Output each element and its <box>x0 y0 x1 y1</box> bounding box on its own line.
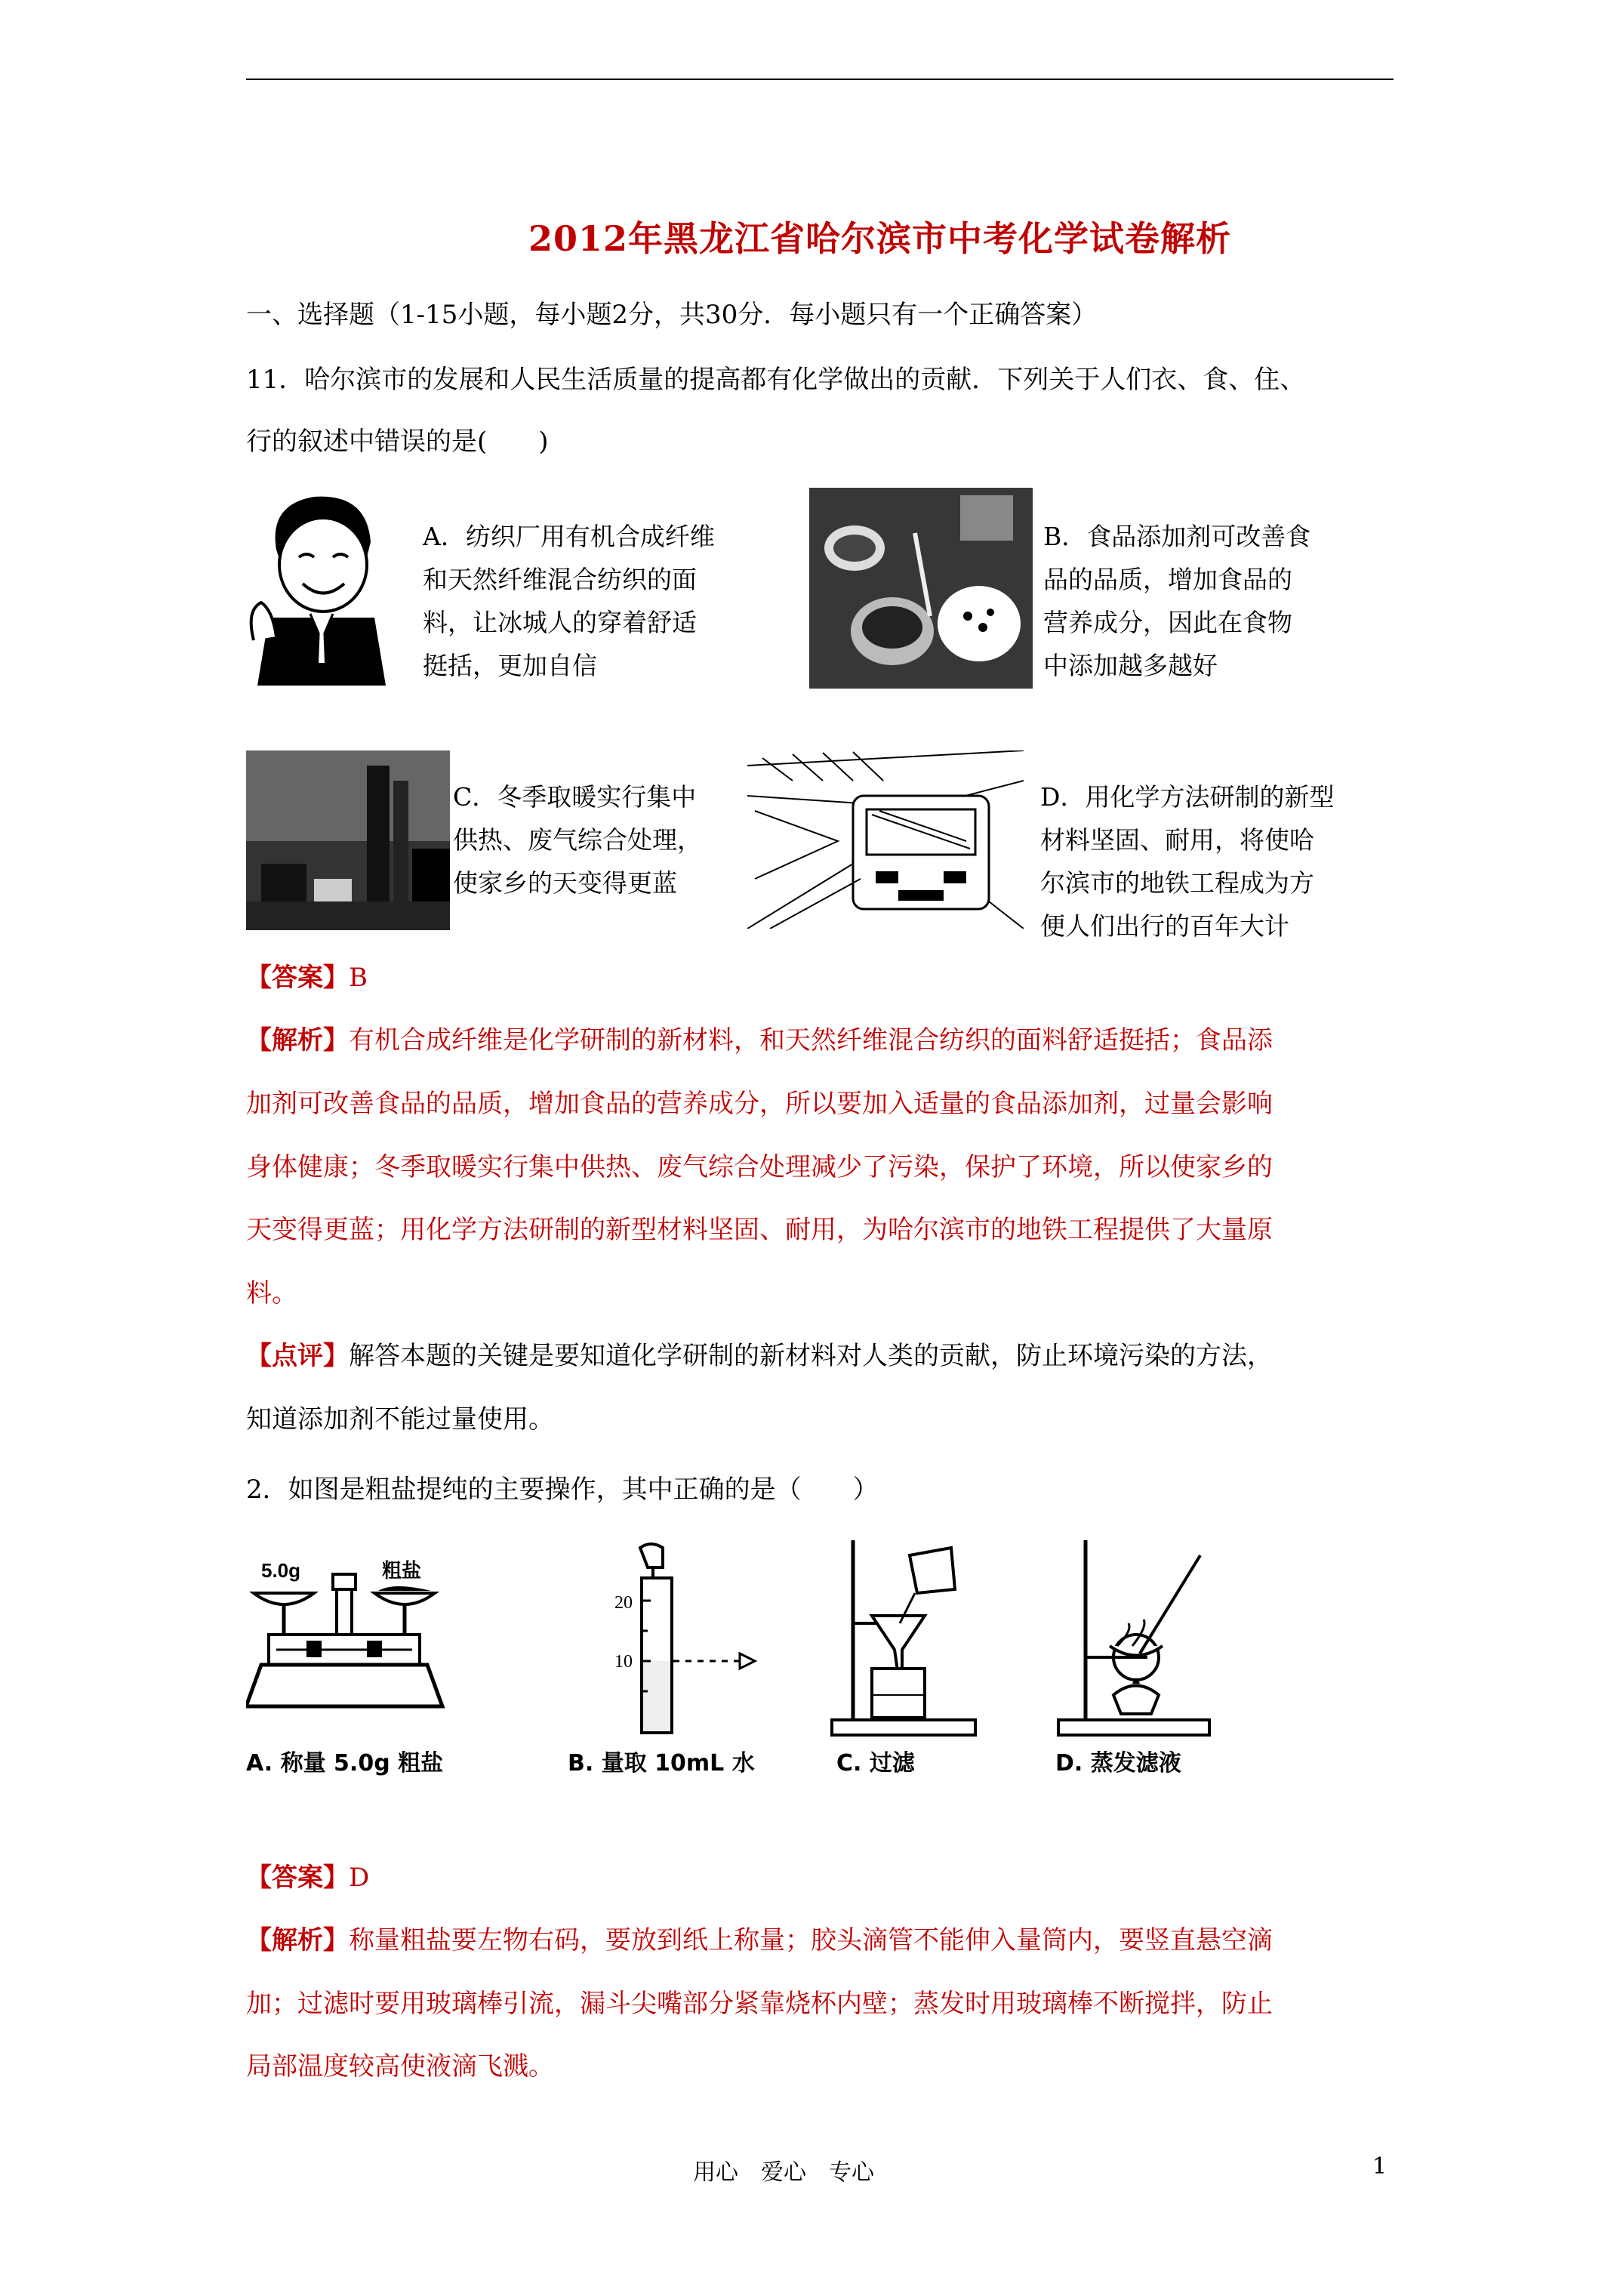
option-d-line: D．用化学方法研制的新型 <box>1040 782 1335 812</box>
option-a-line: 料，让冰城人的穿着舒适 <box>423 608 697 637</box>
q1-analysis-line: 加剂可改善食品的品质，增加食品的营养成分，所以要加入适量的食品添加剂，过量会影响 <box>246 1089 1273 1119</box>
option-a-line: A．纺织厂用有机合成纤维 <box>423 522 715 551</box>
analysis-text: 有机合成纤维是化学研制的新材料，和天然纤维混合纺织的面料舒适挺括；食品添 <box>349 1025 1273 1056</box>
q2-stem: 2．如图是粗盐提纯的主要操作，其中正确的是（ ） <box>246 1475 879 1505</box>
option-a-line: 和天然纤维混合纺织的面 <box>423 565 697 594</box>
option-c-line: 使家乡的天变得更蓝 <box>453 868 677 898</box>
option-c-line: 供热、废气综合处理， <box>453 825 702 855</box>
q2-analysis-line <box>246 1918 1273 1962</box>
caption-d: D. 蒸发滤液 <box>1055 1750 1181 1777</box>
option-b-line: B．食品添加剂可改善食 <box>1043 522 1311 551</box>
balance-right-label: 粗盐 <box>382 1559 422 1582</box>
analysis-text: 称量粗盐要左物右码，要放到纸上称量；胶头滴管不能伸入量筒内，要竖直悬空滴 <box>349 1925 1273 1955</box>
option-d-text <box>1040 775 1334 948</box>
q2-analysis-line: 局部温度较高使液滴飞溅。 <box>246 2051 554 2082</box>
footer-text: 用心 爱心 专心 <box>693 2159 874 2186</box>
answer-value: D <box>349 1863 370 1893</box>
option-b-text <box>1043 515 1310 687</box>
option-c-city-photo <box>246 750 450 930</box>
option-a-text <box>423 515 715 687</box>
cylinder-mark-10: 10 <box>614 1652 633 1672</box>
option-b-line: 中添加越多越好 <box>1043 651 1218 680</box>
q1-analysis-line <box>246 1019 1273 1062</box>
q2-answer <box>246 1856 369 1900</box>
option-d-line: 便人们出行的百年大计 <box>1040 911 1289 941</box>
balance-left-label: 5.0g <box>261 1559 301 1582</box>
page-title: 2012年黑龙江省哈尔滨市中考化学试卷解析 <box>528 218 1232 259</box>
option-d-line: 尔滨市的地铁工程成为方 <box>1040 868 1314 898</box>
graduated-cylinder-figure <box>604 1540 770 1737</box>
caption-a: A. 称量 5.0g 粗盐 <box>246 1750 444 1777</box>
answer-tag: 【答案】 <box>246 963 349 993</box>
q1-analysis-line: 料。 <box>246 1278 297 1308</box>
option-b-food-photo <box>809 488 1033 689</box>
q1-analysis-line: 身体健康；冬季取暖实行集中供热、废气综合处理减少了污染，保护了环境，所以使家乡的 <box>246 1152 1273 1182</box>
option-d-subway-sketch <box>747 750 1024 929</box>
option-c-text <box>453 775 702 905</box>
cylinder-mark-20: 20 <box>614 1593 633 1613</box>
q1-comment-line <box>246 1334 1273 1378</box>
option-a-cartoon-image <box>246 489 397 686</box>
option-d-line: 材料坚固、耐用，将使哈 <box>1040 825 1314 855</box>
q1-stem-line1: 11．哈尔滨市的发展和人民生活质量的提高都有化学做出的贡献．下列关于人们衣、食、住、 <box>246 365 1306 395</box>
balance-figure <box>246 1552 457 1733</box>
q1-analysis-line: 天变得更蓝；用化学方法研制的新型材料坚固、耐用，为哈尔滨市的地铁工程提供了大量原 <box>246 1215 1273 1245</box>
comment-tag: 【点评】 <box>246 1341 349 1371</box>
analysis-tag: 【解析】 <box>246 1025 349 1056</box>
q2-analysis-line: 加；过滤时要用玻璃棒引流，漏斗尖嘴部分紧靠烧杯内壁；蒸发时用玻璃棒不断搅拌，防止 <box>246 1989 1273 2019</box>
analysis-tag: 【解析】 <box>246 1925 349 1955</box>
option-b-line: 营养成分，因此在食物 <box>1043 608 1292 637</box>
answer-tag: 【答案】 <box>246 1863 349 1893</box>
q1-comment-line: 知道添加剂不能过量使用。 <box>246 1404 554 1435</box>
option-c-line: C．冬季取暖实行集中 <box>453 782 697 812</box>
filtration-figure <box>830 1533 981 1740</box>
q1-stem-line2: 行的叙述中错误的是( ) <box>246 427 549 457</box>
evaporation-figure <box>1057 1533 1223 1740</box>
option-a-line: 挺括，更加自信 <box>423 651 597 680</box>
option-b-line: 品的品质，增加食品的 <box>1043 565 1292 594</box>
q1-answer <box>246 956 368 1000</box>
section-heading: 一、选择题（1-15小题，每小题2分，共30分．每小题只有一个正确答案） <box>246 300 1098 330</box>
answer-value: B <box>349 963 368 993</box>
caption-b: B. 量取 10mL 水 <box>568 1750 755 1777</box>
page-number: 1 <box>1372 2153 1387 2180</box>
caption-c: C. 过滤 <box>836 1750 915 1777</box>
header-rule <box>246 79 1394 80</box>
comment-text: 解答本题的关键是要知道化学研制的新材料对人类的贡献，防止环境污染的方法， <box>349 1341 1273 1371</box>
